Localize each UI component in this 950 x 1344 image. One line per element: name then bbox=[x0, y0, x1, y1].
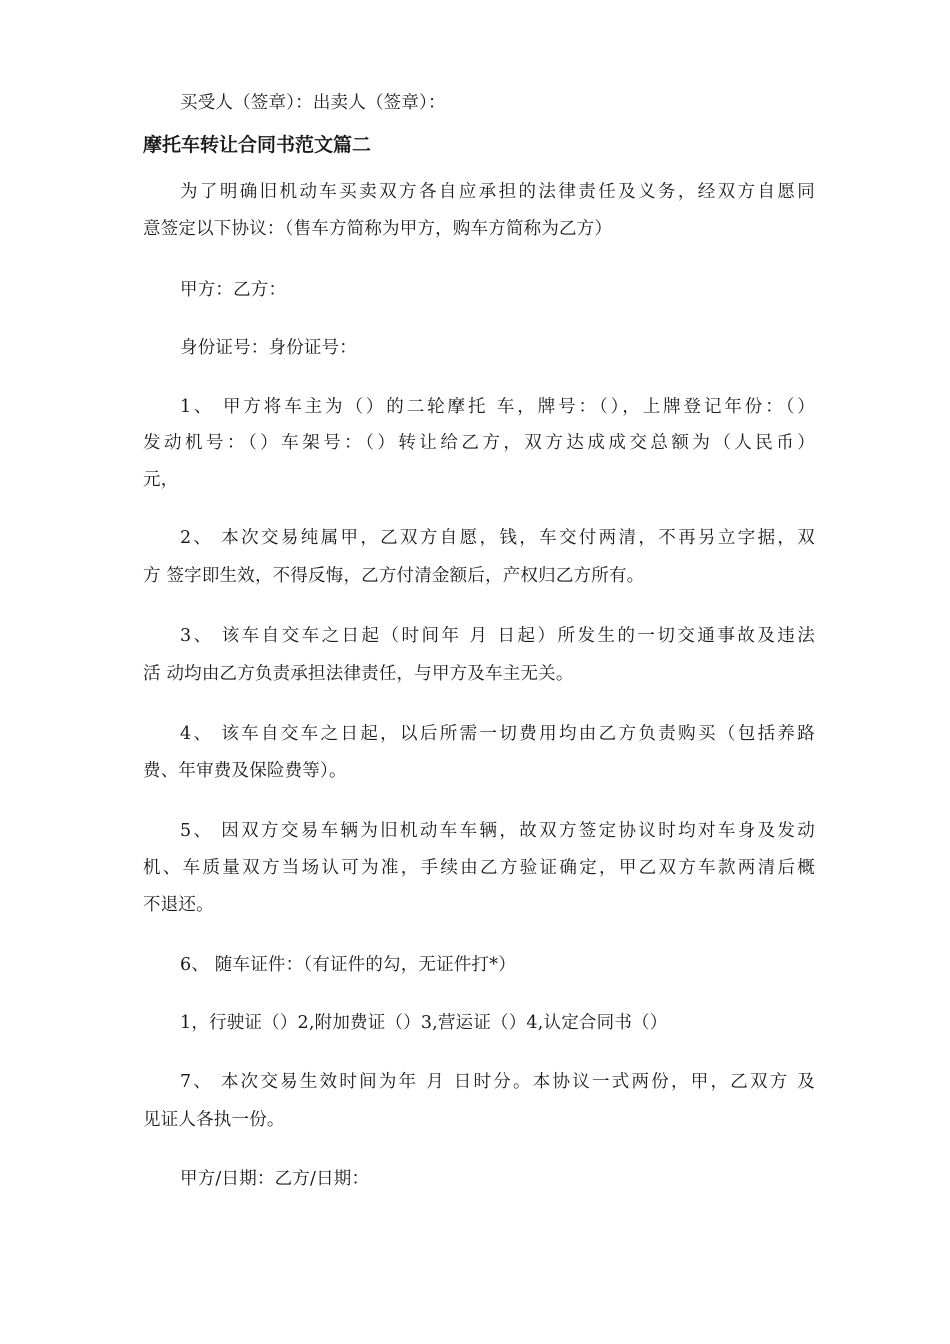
clause-6-line-1: 6、 随车证件：（有证件的勾，无证件打*） bbox=[180, 955, 516, 975]
clause-1-line-1: 1、 甲方将车主为（）的二轮摩托 车，牌号：（），上牌登记年份：（） bbox=[180, 397, 815, 417]
clause-1-line-3: 元， bbox=[143, 470, 179, 490]
clause-3-line-1: 3、 该车自交车之日起（时间年 月 日起）所发生的一切交通事故及违法 bbox=[180, 626, 815, 646]
section-heading: 摩托车转让合同书范文篇二 bbox=[143, 134, 372, 156]
clause-7-line-2: 见证人各执一份。 bbox=[143, 1110, 285, 1130]
id-numbers-line: 身份证号：身份证号： bbox=[180, 338, 357, 358]
certificates-line: 1，行驶证（）2,附加费证（）3,营运证（）4,认定合同书（） bbox=[180, 1013, 668, 1033]
clause-3-line-2: 活 动均由乙方负责承担法律责任，与甲方及车主无关。 bbox=[143, 664, 574, 684]
clause-7-line-1: 7、 本次交易生效时间为年 月 日时分。本协议一式两份，甲，乙双方 及 bbox=[180, 1072, 815, 1092]
clause-5-line-2: 机、车质量双方当场认可为准，手续由乙方验证确定，甲乙双方车款两清后概 bbox=[143, 858, 815, 878]
clause-5-line-3: 不退还。 bbox=[143, 895, 214, 915]
intro-line-2: 意签定以下协议：（售车方简称为甲方，购车方简称为乙方） bbox=[143, 219, 613, 239]
parties-line: 甲方：乙方： bbox=[180, 280, 287, 300]
footer-signature-line: 甲方/日期：乙方/日期： bbox=[180, 1169, 370, 1189]
clause-2-line-2: 方 签字即生效，不得反悔，乙方付清金额后，产权归乙方所有。 bbox=[143, 566, 645, 586]
clause-2-line-1: 2、 本次交易纯属甲，乙双方自愿，钱，车交付两清，不再另立字据，双 bbox=[180, 528, 815, 548]
intro-line-1: 为了明确旧机动车买卖双方各自应承担的法律责任及义务，经双方自愿同 bbox=[180, 182, 815, 202]
clause-5-line-1: 5、 因双方交易车辆为旧机动车车辆，故双方签定协议时均对车身及发动 bbox=[180, 821, 815, 841]
clause-4-line-2: 费、年审费及保险费等）。 bbox=[143, 761, 347, 781]
signature-line: 买受人（签章）：出卖人（签章）： bbox=[180, 93, 446, 113]
clause-4-line-1: 4、 该车自交车之日起，以后所需一切费用均由乙方负责购买（包括养路 bbox=[180, 724, 815, 744]
clause-1-line-2: 发动机号：（）车架号：（）转让给乙方，双方达成成交总额为（人民币） bbox=[143, 433, 815, 453]
